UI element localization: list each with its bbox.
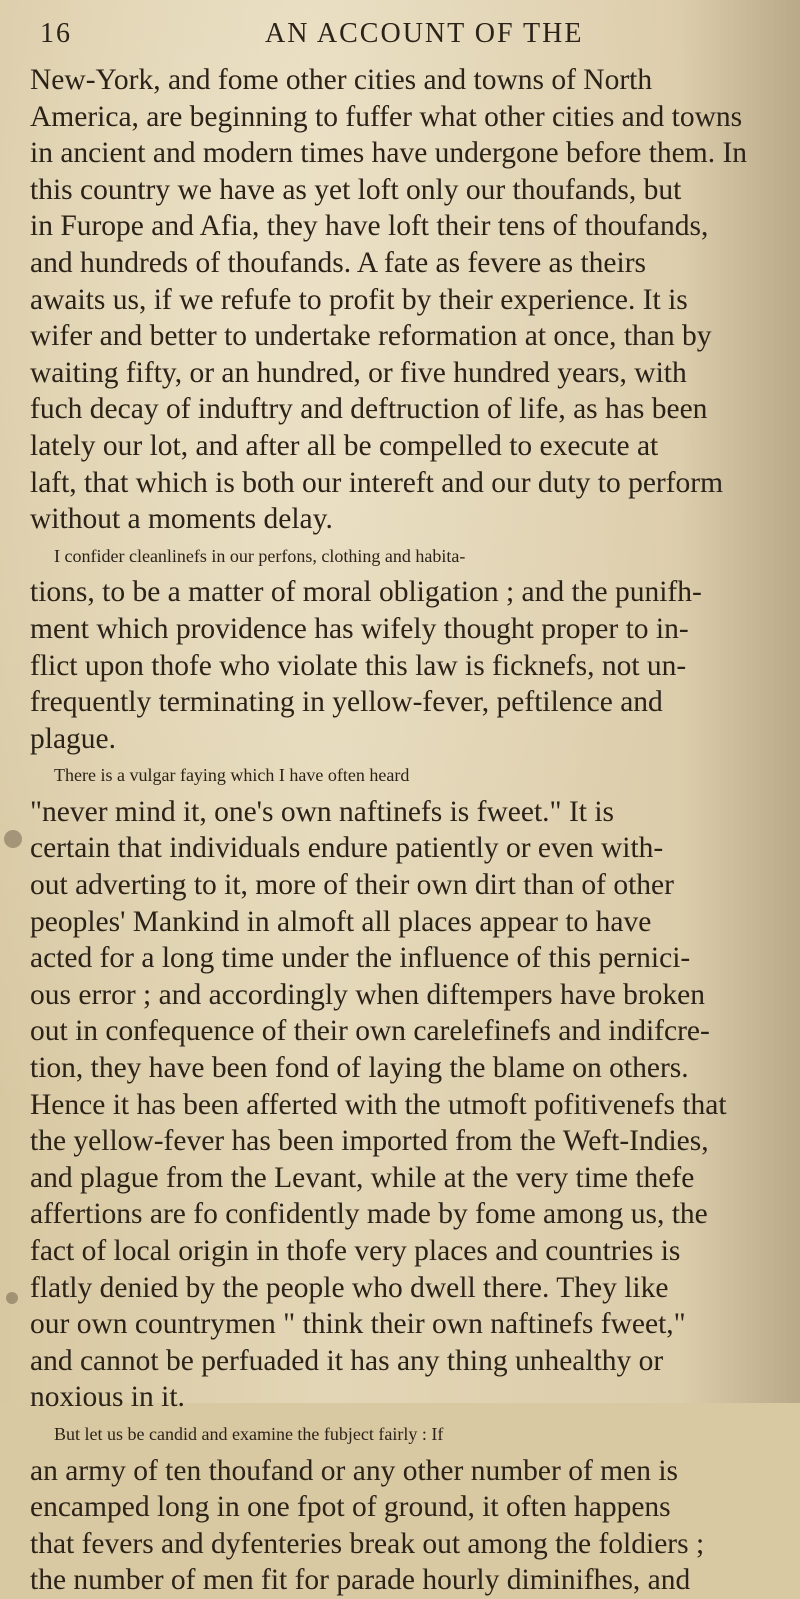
text-line: flatly denied by the people who dwell there. They like — [30, 1271, 669, 1304]
text-line: I confider cleanlinefs in our perfons, clothing and habita- — [54, 545, 466, 566]
ink-spot — [4, 830, 22, 848]
ink-spot — [6, 1292, 18, 1304]
text-line: wifer and better to undertake reformation at once, than by — [30, 320, 712, 353]
text-line: certain that individuals endure patiently or even with- — [30, 832, 664, 865]
text-line: noxious in it. — [30, 1381, 185, 1414]
text-line: New-York, and fome other cities and towns of North — [30, 64, 653, 96]
text-line: waiting fifty, or an hundred, or five hundred years, with — [30, 356, 687, 389]
text-line: an army of ten thoufand or any other number of men is — [30, 1454, 678, 1487]
text-line: America, are beginning to fuffer what other cities and towns — [30, 100, 743, 133]
text-line: the yellow-fever has been imported from the Weft-Indies, — [30, 1125, 709, 1158]
text-line: Hence it has been afferted with the utmoft pofitivenefs that — [30, 1088, 727, 1121]
text-line: that fevers and dyfenteries break out among the foldiers ; — [30, 1527, 705, 1560]
text-line: "never mind it, one's own naftinefs is fweet." It is — [30, 795, 615, 828]
text-line: laft, that which is both our intereft and our duty to perform — [30, 466, 724, 499]
text-line: tions, to be a matter of moral obligation ; and the punifh- — [30, 576, 702, 609]
text-line: There is a vulgar faying which I have often heard — [54, 765, 410, 786]
text-line: awaits us, if we refufe to profit by their experience. It is — [30, 283, 688, 316]
text-line: and cannot be perfuaded it has any thing unhealthy or — [30, 1344, 664, 1377]
text-line: flict upon thofe who violate this law is ficknefs, not un- — [30, 649, 687, 682]
text-line: plague. — [30, 722, 117, 755]
text-line: ment which providence has wifely thought proper to in- — [30, 612, 689, 645]
text-line: without a moments delay. — [30, 503, 333, 536]
running-head: AN ACCOUNT OF THE — [265, 18, 584, 49]
page-number: 16 — [40, 18, 72, 49]
text-line: and hundreds of thoufands. A fate as fevere as theirs — [30, 246, 647, 279]
text-line: the number of men fit for parade hourly diminifhes, and — [30, 1564, 691, 1597]
text-line: frequently terminating in yellow-fever, peftilence and — [30, 686, 663, 719]
text-line: in Furope and Afia, they have loft their tens of thoufands, — [30, 210, 709, 243]
text-line: fuch decay of induftry and deftruction of life, as has been — [30, 393, 708, 426]
text-line: our own countrymen " think their own naftinefs fweet," — [30, 1308, 686, 1341]
text-line: encamped long in one fpot of ground, it often happens — [30, 1491, 671, 1524]
text-line: But let us be candid and examine the fubject fairly : If — [54, 1423, 444, 1444]
text-line: tion, they have been fond of laying the blame on others. — [30, 1052, 689, 1085]
text-line: this country we have as yet loft only our thoufands, but — [30, 173, 682, 206]
text-line: and plague from the Levant, while at the very time thefe — [30, 1161, 695, 1194]
text-line: ous error ; and accordingly when diftempers have broken — [30, 978, 705, 1011]
text-line: acted for a long time under the influence of this pernici- — [30, 942, 691, 975]
page-header — [40, 18, 740, 58]
text-line: peoples' Mankind in almoft all places appear to have — [30, 905, 652, 938]
text-line: affertions are fo confidently made by fome among us, the — [30, 1198, 708, 1231]
text-line: lately our lot, and after all be compelled to execute at — [30, 429, 659, 462]
text-line: out in confequence of their own carelefinefs and indifcre- — [30, 1015, 710, 1048]
text-line: in ancient and modern times have undergone before them. In — [30, 137, 748, 170]
body-text — [30, 62, 790, 1599]
text-line: out adverting to it, more of their own dirt than of other — [30, 869, 674, 902]
text-line: fact of local origin in thofe very places and countries is — [30, 1235, 681, 1267]
